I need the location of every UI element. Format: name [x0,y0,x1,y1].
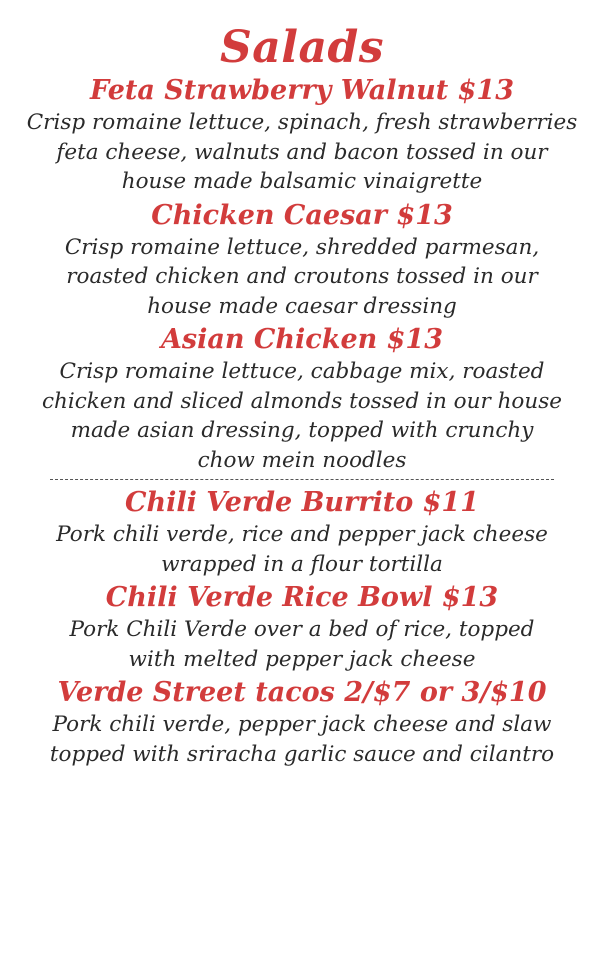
item-description [12,710,592,769]
description-line: Pork Chili Verde over a bed of rice, topped [69,617,535,642]
description-line: house made balsamic vinaigrette [121,169,483,194]
description-line: topped with sriracha garlic sauce and cilantro [49,741,555,767]
description-line: Crisp romaine lettuce, cabbage mix, roasted [59,359,545,384]
item-description [12,108,592,197]
description-line: wrapped in a flour tortilla [161,551,443,577]
description-line: Crisp romaine lettuce, shredded parmesan, [64,234,540,260]
menu-item-chili-verde-burrito [0,486,604,579]
description-line: house made caesar dressing [147,293,457,319]
description-line: Pork chili verde, rice and pepper jack cheese [56,522,548,547]
menu-item-chili-verde-rice-bowl [0,581,604,674]
section-divider [50,479,554,480]
item-description [12,520,592,579]
item-title: Asian Chicken $13 [160,324,444,355]
item-description [12,233,592,322]
menu-item-feta-strawberry-walnut [0,74,604,197]
description-line: feta cheese, walnuts and bacon tossed in our [56,139,548,165]
description-line: made asian dressing, topped with crunchy [70,418,534,443]
item-title: Verde Street tacos 2/$7 or 3/$10 [57,677,547,708]
item-title: Feta Strawberry Walnut $13 [90,75,514,106]
item-title: Chili Verde Rice Bowl $13 [105,582,499,613]
menu-item-asian-chicken [0,323,604,475]
description-line: Crisp romaine lettuce, spinach, fresh strawberries [26,110,578,135]
menu-item-chicken-caesar [0,199,604,322]
description-line: with melted pepper jack cheese [128,646,476,672]
description-line: roasted chicken and croutons tossed in our [66,264,538,289]
description-line: chicken and sliced almonds tossed in our house [42,388,562,414]
description-line: chow mein noodles [197,447,407,473]
item-title: Chicken Caesar $13 [151,199,453,231]
item-title: Chili Verde Burrito $11 [124,487,480,518]
item-description [12,615,592,674]
description-line: Pork chili verde, pepper jack cheese and slaw [52,712,552,737]
page-title: Salads [219,22,385,73]
menu-item-verde-street-tacos [0,676,604,769]
item-description [12,357,592,475]
